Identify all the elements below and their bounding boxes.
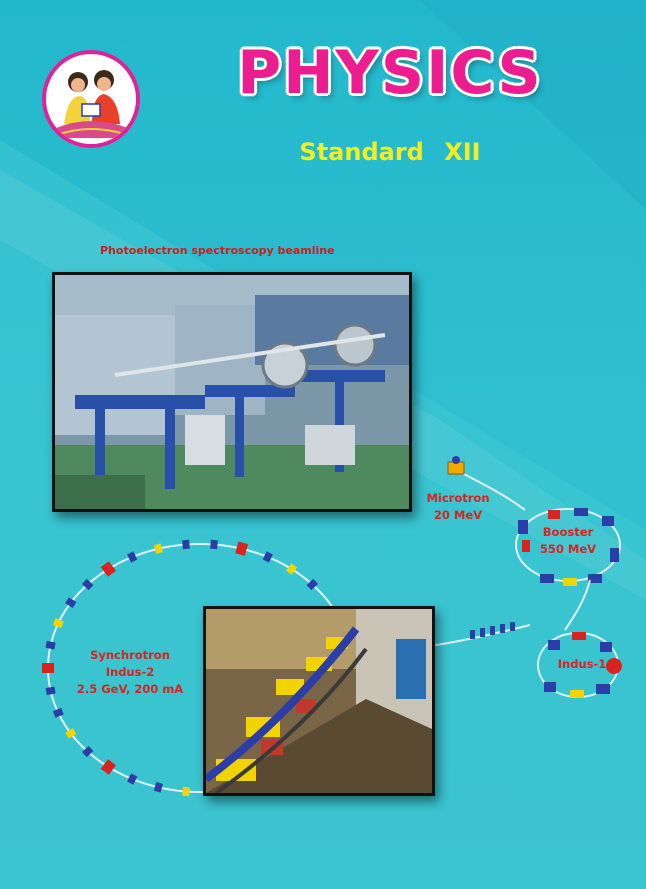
children-reading-logo-icon: [42, 50, 140, 148]
ring-magnet: [182, 540, 190, 550]
microtron-energy: 20 MeV: [433, 508, 483, 522]
book-subtitle: Standard XII: [299, 138, 481, 166]
ring-magnet: [210, 540, 218, 550]
synchrotron-specs: 2.5 GeV, 200 mA: [76, 682, 184, 696]
synchrotron-tunnel-photo: [203, 606, 435, 796]
top-photo-caption: Photoelectron spectroscopy beamline: [100, 244, 335, 257]
booster-energy: 550 MeV: [539, 542, 597, 556]
booster-label: [528, 524, 608, 558]
synchrotron-name: Synchrotron: [90, 648, 170, 662]
synchrotron-label: [70, 647, 190, 698]
booster-name: Booster: [542, 525, 594, 539]
ring-magnet: [42, 663, 54, 673]
beamline-photo: [52, 272, 412, 512]
book-title: PHYSICS: [237, 38, 543, 108]
microtron-label: [418, 490, 498, 524]
synchrotron-ring-name: Indus-2: [105, 665, 155, 679]
microtron-name: Microtron: [426, 491, 490, 505]
ring-magnet: [182, 787, 190, 797]
indus1-label: Indus-1: [557, 657, 607, 671]
